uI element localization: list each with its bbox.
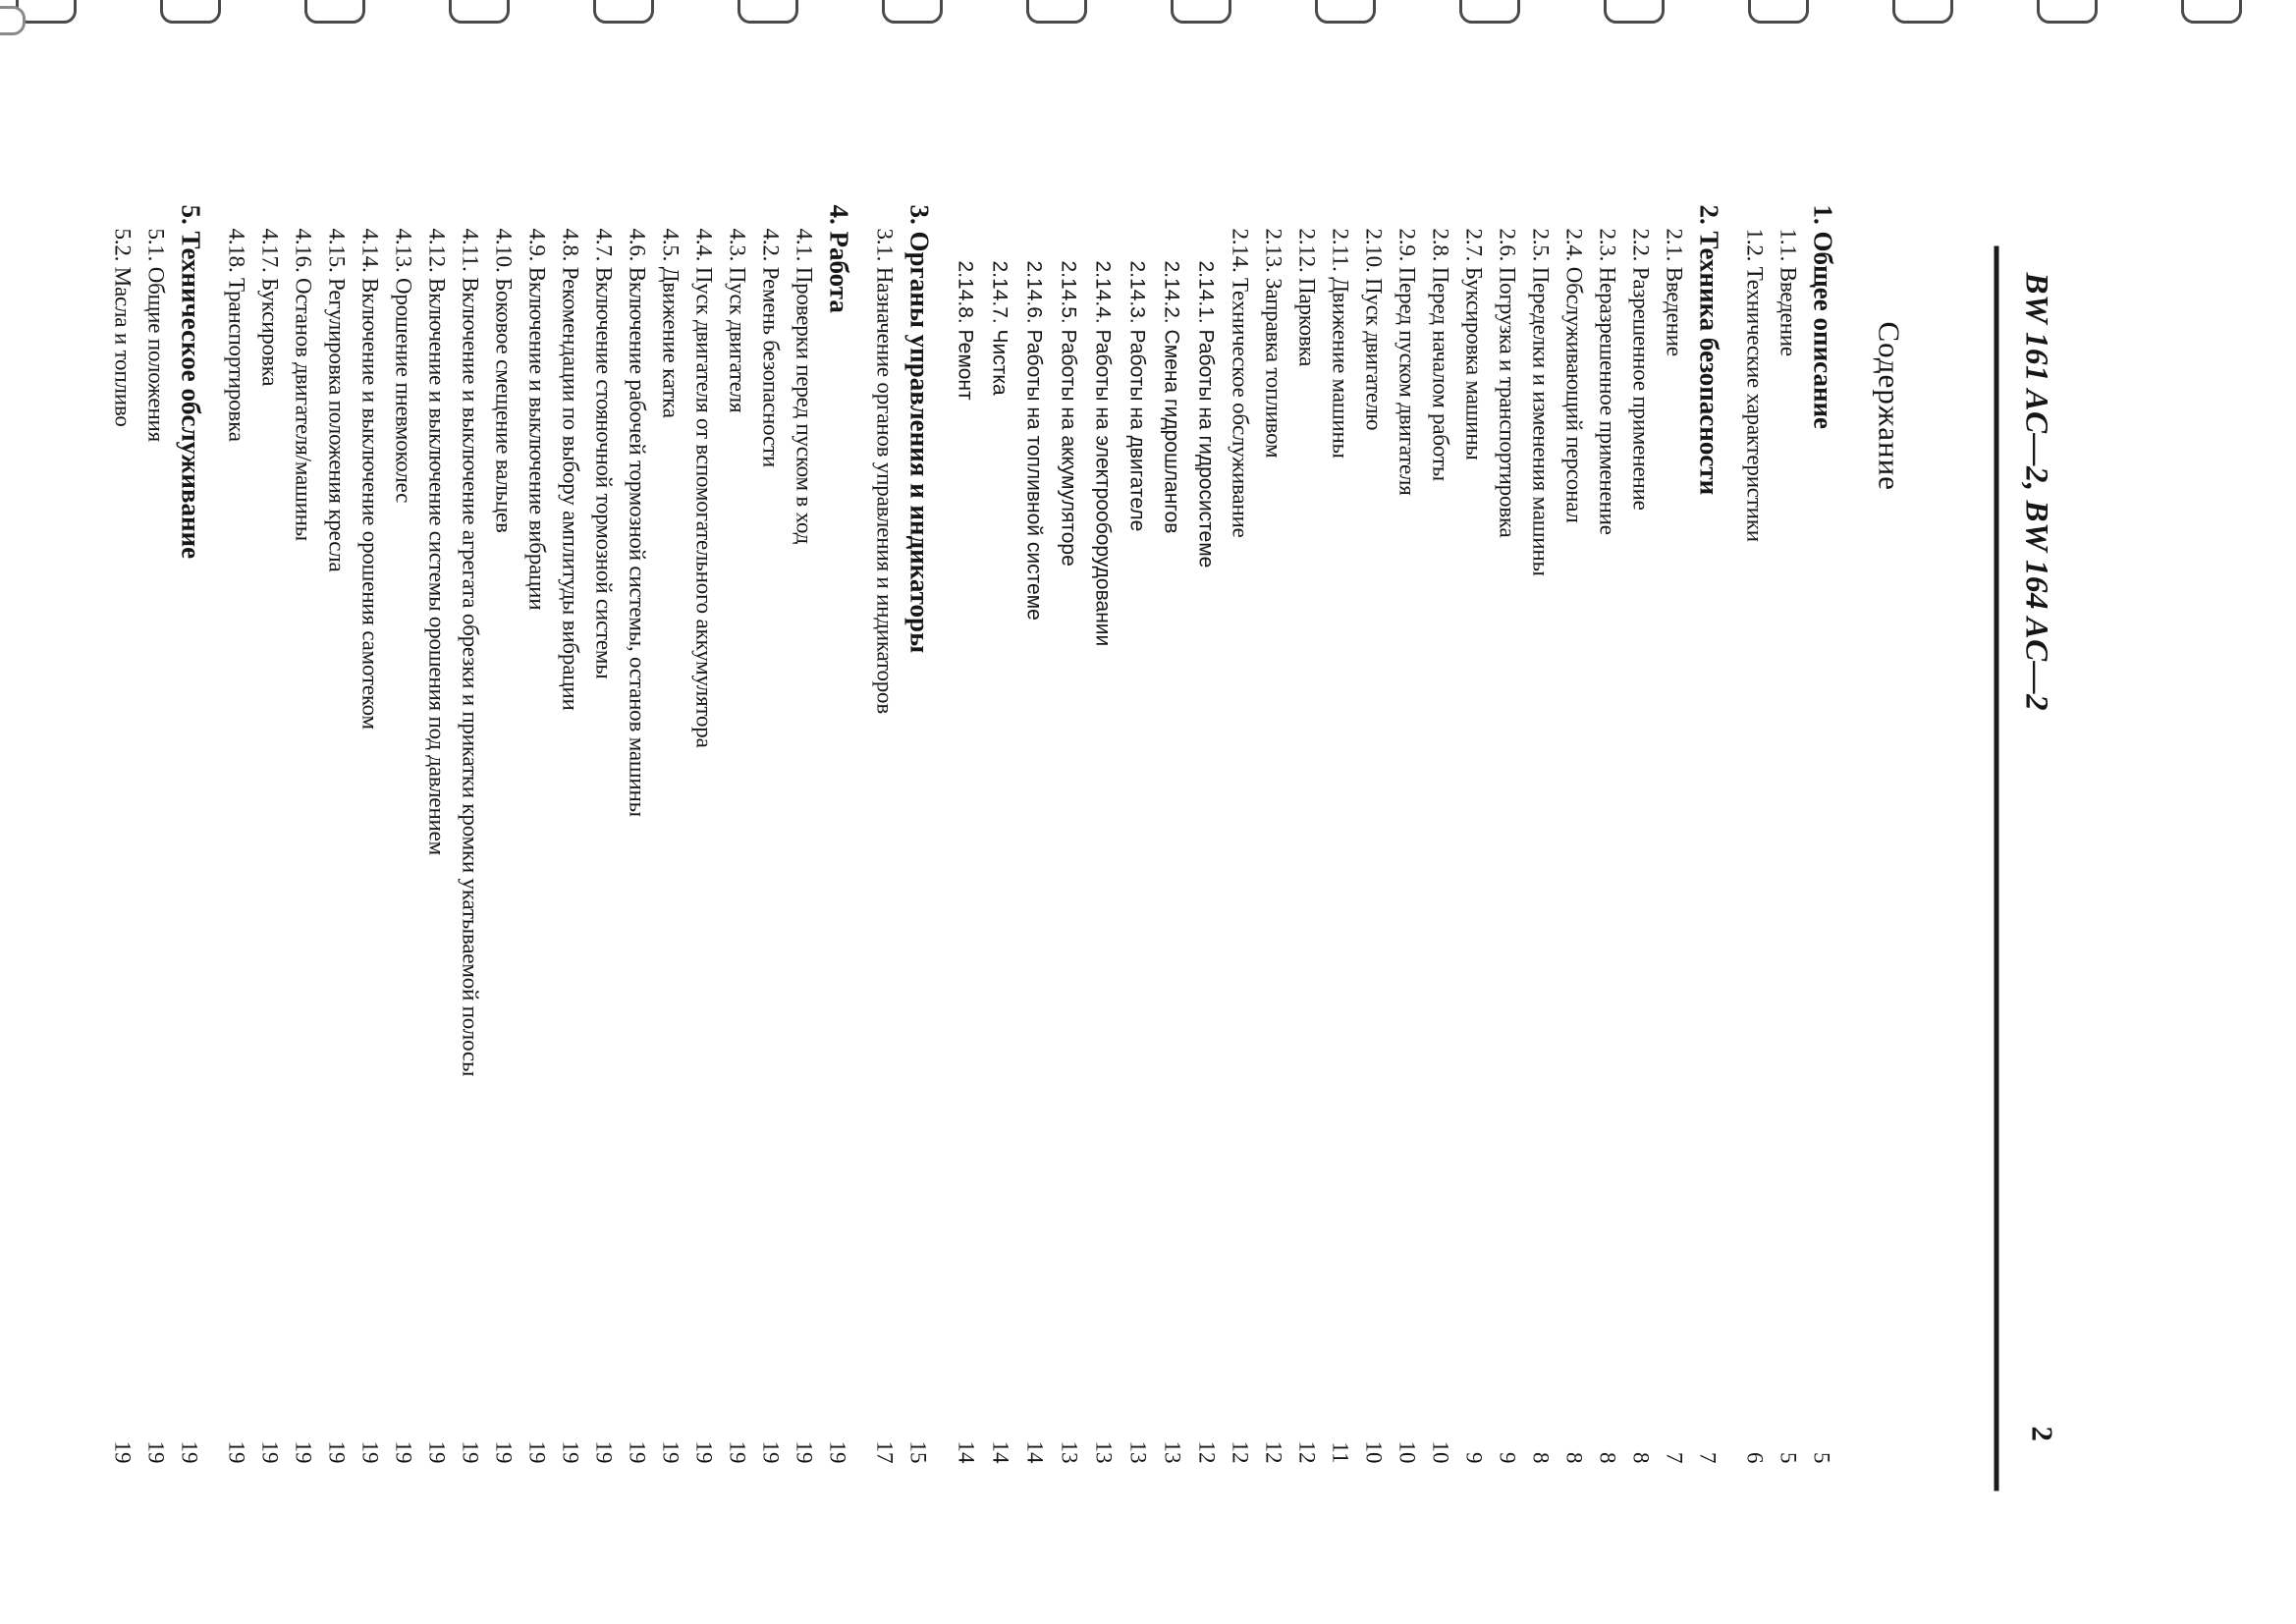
toc-entry <box>454 205 487 1464</box>
document-header-title: BW 161 AC—2, BW 164 AC—2 <box>2018 272 2054 712</box>
toc-entry <box>420 205 454 1464</box>
toc-entry <box>487 205 520 1464</box>
toc-entry <box>1189 205 1224 1464</box>
toc-entry-label: 4.7. Включение стояночной тормозной системы <box>591 228 617 679</box>
toc-entry-page-number: 11 <box>1328 1441 1353 1464</box>
toc-entry <box>1558 205 1591 1464</box>
toc-entry <box>1324 205 1357 1464</box>
toc-entry-page-number: 12 <box>1261 1440 1286 1464</box>
toc-entry-label: 2.2. Разрешенное применение <box>1628 228 1654 511</box>
toc-entry <box>1524 205 1558 1464</box>
toc-entry-label: 2.10. Пуск двигателю <box>1361 228 1387 431</box>
toc-entry <box>1624 205 1658 1464</box>
toc-entry-page-number: 19 <box>825 1440 850 1464</box>
toc-entry <box>1491 205 1524 1464</box>
toc-entry <box>654 205 687 1464</box>
toc-entry <box>320 205 354 1464</box>
toc-entry-label: 2.13. Заправка топливом <box>1261 228 1286 459</box>
toc-entry-page-number: 19 <box>177 1440 202 1464</box>
toc-entry-label: 4.14. Включение и выключение орошения самотеком <box>357 228 383 730</box>
toc-entry-page-number: 14 <box>988 1440 1013 1464</box>
toc-entry-label: 4.10. Боковое смещение вальцев <box>491 228 517 533</box>
toc-entry <box>821 205 856 1464</box>
toc-entry-page-number: 6 <box>1742 1452 1768 1464</box>
toc-entry-page-number: 19 <box>424 1440 450 1464</box>
toc-entry-page-number: 8 <box>1595 1452 1620 1464</box>
toc-entry-label: 5.1. Общие положения <box>143 228 169 442</box>
toc-entry-label: 4.4. Пуск двигателя от вспомогательного аккумулятора <box>691 228 717 748</box>
toc-entry-label: 4.11. Включение и выключение агрегата обрезки и прикатки кромки укатываемой полосы <box>458 228 483 1077</box>
toc-entry-label: 2.14.4. Работы на электрооборудовании <box>1091 260 1115 647</box>
toc-entry-page-number: 14 <box>954 1440 979 1464</box>
toc-entry-label: 2.12. Парковка <box>1294 228 1320 367</box>
toc-entry-page-number: 15 <box>905 1440 931 1464</box>
toc-entry-label: 2.14.6. Работы на топливной системе <box>1022 260 1046 621</box>
toc-entry-page-number: 12 <box>1194 1440 1220 1464</box>
toc-entry-label: 4.16. Останов двигателя/машины <box>291 228 316 542</box>
toc-entry <box>983 205 1017 1464</box>
toc-entry-label: 3.1. Назначение органов управления и индикаторов <box>872 228 898 715</box>
toc-entry-page-number: 13 <box>1160 1440 1185 1464</box>
toc-entry-label: 2.6. Погрузка и транспортировка <box>1495 228 1520 538</box>
toc-entry-page-number: 13 <box>1125 1440 1151 1464</box>
toc-entry-page-number: 10 <box>1361 1440 1387 1464</box>
toc-entry-label: 5. Техническое обслуживание <box>176 204 206 560</box>
toc-entry-label: 2.14.5. Работы на аккумуляторе <box>1057 260 1080 567</box>
toc-entry-label: 1.2. Технические характеристики <box>1742 228 1768 542</box>
toc-entry-label: 5.2. Масла и топливо <box>110 228 136 427</box>
toc-entry <box>106 205 139 1464</box>
toc-entry <box>1691 205 1726 1464</box>
toc-entry-page-number: 19 <box>458 1440 483 1464</box>
toc-entry <box>1738 205 1772 1464</box>
toc-entry-page-number: 17 <box>872 1440 898 1464</box>
toc-entry-label: 2.11. Движение машины <box>1328 228 1353 459</box>
toc-entry-label: 2. Техника безопасности <box>1694 204 1724 496</box>
toc-entry-page-number: 10 <box>1428 1440 1453 1464</box>
toc-entry <box>520 205 554 1464</box>
toc-entry-label: 2.1. Введение <box>1662 228 1687 356</box>
toc-entry-page-number: 19 <box>391 1440 416 1464</box>
toc-entry-label: 1.1. Введение <box>1776 228 1801 356</box>
toc-entry-page-number: 19 <box>357 1440 383 1464</box>
toc-entry <box>1086 205 1121 1464</box>
toc-entry-label: 4.13. Орошение пневмоколес <box>391 228 416 504</box>
toc-entry <box>1591 205 1624 1464</box>
toc-entry-label: 4.6. Включение рабочей тормозной системы, останов машины <box>625 228 650 817</box>
toc-entry-label: 2.7. Буксировка машины <box>1461 228 1487 460</box>
toc-entry-label: 2.14.8. Ремонт <box>954 260 977 401</box>
toc-entry <box>1805 205 1840 1464</box>
toc-entry <box>1658 205 1691 1464</box>
toc-entry <box>1017 205 1052 1464</box>
toc-entry <box>1772 205 1805 1464</box>
toc-entry-label: 2.14. Техническое обслуживание <box>1228 228 1253 538</box>
toc-entry-label: 4. Работа <box>824 204 854 313</box>
toc-entry-page-number: 19 <box>591 1440 617 1464</box>
toc-entry <box>788 205 821 1464</box>
toc-entry-label: 2.5. Переделки и изменения машины <box>1528 228 1554 576</box>
toc-entry <box>173 205 208 1464</box>
toc-entry-page-number: 19 <box>143 1440 169 1464</box>
toc-entry <box>387 205 420 1464</box>
toc-entry <box>1224 205 1257 1464</box>
toc-entry-page-number: 5 <box>1776 1452 1801 1464</box>
toc-entry <box>1155 205 1189 1464</box>
toc-entry-page-number: 7 <box>1662 1452 1687 1464</box>
toc-entry <box>902 205 937 1464</box>
toc-entry-page-number: 8 <box>1628 1452 1654 1464</box>
toc-entry-page-number: 13 <box>1091 1440 1117 1464</box>
toc-entry-label: 2.4. Обслуживающий персонал <box>1561 228 1587 523</box>
toc-title: Содержание <box>1872 321 1907 491</box>
toc-entry <box>287 205 320 1464</box>
toc-entry-label: 4.9. Включение и выключение вибрации <box>524 228 550 611</box>
toc-entry-page-number: 19 <box>658 1440 683 1464</box>
toc-entry <box>354 205 387 1464</box>
toc-entry-label: 2.14.3. Работы на двигателе <box>1125 260 1149 532</box>
toc-entry-page-number: 8 <box>1561 1452 1587 1464</box>
toc-entry-page-number: 12 <box>1294 1440 1320 1464</box>
toc-entry <box>868 205 902 1464</box>
toc-entry-label: 4.3. Пуск двигателя <box>725 228 750 413</box>
toc-entry-label: 1. Общее описание <box>1808 204 1838 430</box>
toc-entry <box>220 205 253 1464</box>
toc-entry <box>621 205 654 1464</box>
page-number: 2 <box>2025 1426 2060 1441</box>
toc-entry-label: 2.3. Неразрешенное применение <box>1595 228 1620 535</box>
toc-entry <box>1290 205 1324 1464</box>
toc-entry-label: 4.5. Движение катка <box>658 228 683 418</box>
toc-entry-page-number: 19 <box>524 1440 550 1464</box>
toc-entry-page-number: 12 <box>1228 1440 1253 1464</box>
toc-entry-label: 2.14.2. Смена гидрошлангов <box>1160 260 1183 534</box>
toc-entry <box>139 205 173 1464</box>
toc-entry-page-number: 13 <box>1057 1440 1082 1464</box>
toc-entry <box>587 205 621 1464</box>
toc-entry-label: 2.14.7. Чистка <box>988 260 1011 396</box>
toc-entry-page-number: 8 <box>1528 1452 1554 1464</box>
toc-entry-page-number: 14 <box>1022 1440 1048 1464</box>
toc-entry <box>554 205 587 1464</box>
toc-entry-label: 4.18. Транспортировка <box>224 228 249 442</box>
toc-entry-label: 4.8. Рекомендации по выбору амплитуды вибрации <box>558 228 583 711</box>
toc-entry <box>1424 205 1457 1464</box>
toc-entry-page-number: 19 <box>110 1440 136 1464</box>
toc-entry-page-number: 19 <box>758 1440 784 1464</box>
toc-entry-page-number: 19 <box>257 1440 283 1464</box>
toc-entry <box>1052 205 1086 1464</box>
toc-entry <box>1121 205 1155 1464</box>
toc-entry-label: 4.15. Регулировка положения кресла <box>324 228 350 572</box>
toc-entry-page-number: 9 <box>1495 1452 1520 1464</box>
toc-entry <box>687 205 721 1464</box>
toc-entry-label: 2.8. Перед началом работы <box>1428 228 1453 481</box>
toc-entry-page-number: 19 <box>725 1440 750 1464</box>
toc-entry-page-number: 19 <box>324 1440 350 1464</box>
toc-entry <box>1391 205 1424 1464</box>
toc-entry-page-number: 19 <box>291 1440 316 1464</box>
toc-entry-page-number: 9 <box>1461 1452 1487 1464</box>
toc-entry <box>1357 205 1391 1464</box>
toc-entry-page-number: 19 <box>558 1440 583 1464</box>
toc-entry-page-number: 19 <box>691 1440 717 1464</box>
toc-entry-page-number: 19 <box>491 1440 517 1464</box>
toc-entry-page-number: 19 <box>625 1440 650 1464</box>
toc-entry <box>1257 205 1290 1464</box>
toc-entry <box>721 205 754 1464</box>
toc-entry-page-number: 5 <box>1809 1452 1834 1464</box>
toc-entry <box>1457 205 1491 1464</box>
toc-entry <box>754 205 788 1464</box>
toc-entry <box>253 205 287 1464</box>
toc-entry-label: 4.12. Включение и выключение системы орошения под давлением <box>424 228 450 856</box>
header-rule <box>1995 246 1999 1491</box>
toc-entry-label: 2.9. Перед пуском двигателя <box>1394 228 1420 496</box>
scanned-page <box>0 1 2296 1624</box>
toc-entry-page-number: 10 <box>1394 1440 1420 1464</box>
toc-entry-label: 3. Органы управления и индикаторы <box>904 204 935 654</box>
toc-entry <box>949 205 983 1464</box>
toc-entry-label: 4.17. Буксировка <box>257 228 283 387</box>
toc-entry-page-number: 19 <box>792 1440 817 1464</box>
toc-entry-label: 2.14.1. Работы на гидросистеме <box>1194 260 1218 568</box>
table-of-contents <box>106 205 1852 1464</box>
toc-entry-page-number: 7 <box>1695 1452 1721 1464</box>
toc-entry-page-number: 19 <box>224 1440 249 1464</box>
toc-entry-label: 4.1. Проверки перед пуском в ход <box>792 228 817 545</box>
toc-entry-label: 4.2. Ремень безопасности <box>758 228 784 467</box>
